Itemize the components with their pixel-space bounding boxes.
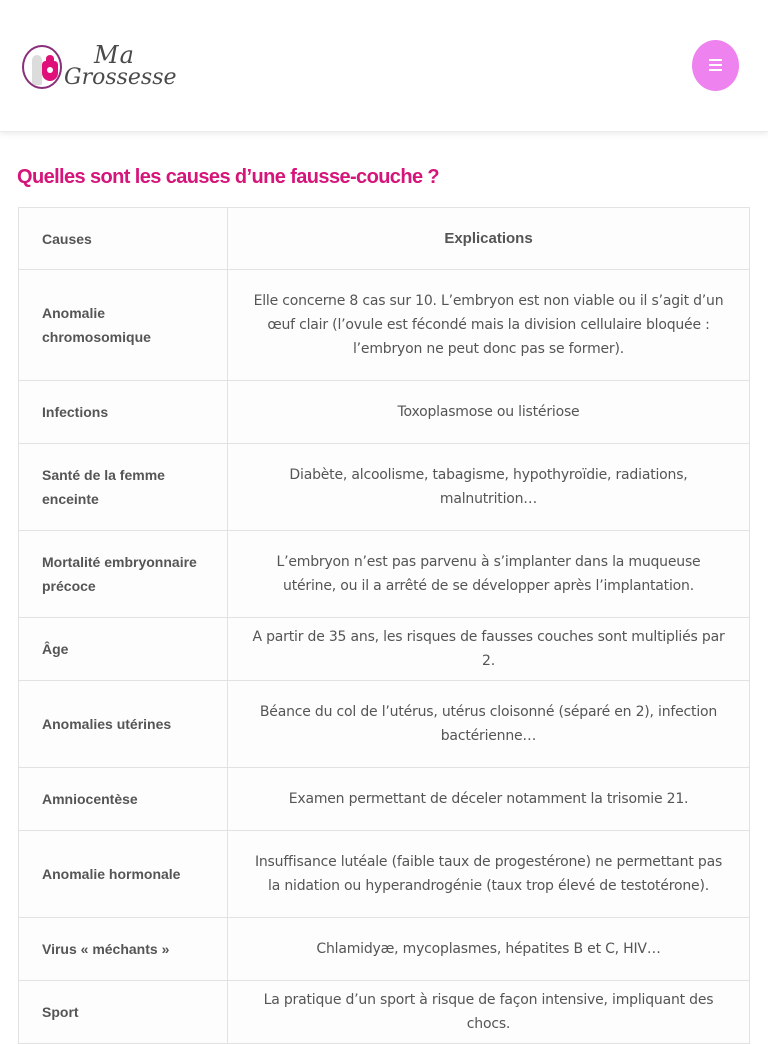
table-row [19,270,750,381]
table-row [19,531,750,618]
column-header-causes: Causes [19,208,228,270]
cause-cell: Anomalies utérines [19,681,228,768]
cause-cell: Sport [19,981,228,1044]
cause-cell: Santé de la femme enceinte [19,444,228,531]
cause-cell: Mortalité embryonnaire précoce [19,531,228,618]
cause-cell: Âge [19,618,228,681]
explication-cell: Insuffisance lutéale (faible taux de progestérone) ne permettant pas la nidation ou hyperandrogénie (taux trop élevé de testotérone). [228,831,750,918]
explication-cell: Chlamidyæ, mycoplasmes, hépatites B et C, HIV… [228,918,750,981]
hamburger-menu-icon [709,59,722,71]
table-row [19,981,750,1044]
explication-cell: Béance du col de l’utérus, utérus cloisonné (séparé en 2), infection bactérienne… [228,681,750,768]
site-header [0,0,768,132]
causes-table [18,207,750,1044]
table-row [19,381,750,444]
logo-text-grossesse: Grossesse [64,65,177,90]
logo-text-ma: Ma [94,41,135,69]
table-row [19,831,750,918]
cause-cell: Virus « méchants » [19,918,228,981]
explication-cell: Diabète, alcoolisme, tabagisme, hypothyroïdie, radiations, malnutrition… [228,444,750,531]
site-logo[interactable] [22,43,192,95]
explication-cell: A partir de 35 ans, les risques de fausses couches sont multipliés par 2. [228,618,750,681]
table-row [19,618,750,681]
explication-cell: Elle concerne 8 cas sur 10. L’embryon est non viable ou il s’agit d’un œuf clair (l’ovule est fécondé mais la division cellulaire bloquée : l’embryon ne peut donc pas se former). [228,270,750,381]
table-row [19,918,750,981]
cause-cell: Anomalie hormonale [19,831,228,918]
table-header-row [19,208,750,270]
stork-logo-icon [22,45,62,89]
cause-cell: Amniocentèse [19,768,228,831]
column-header-explications: Explications [228,208,750,270]
explication-cell: Toxoplasmose ou listériose [228,381,750,444]
table-row [19,768,750,831]
table-row [19,681,750,768]
cause-cell: Anomalie chromosomique [19,270,228,381]
page-title: Quelles sont les causes d’une fausse-couche ? [17,166,440,188]
table-row [19,444,750,531]
explication-cell: La pratique d’un sport à risque de façon intensive, impliquant des chocs. [228,981,750,1044]
cause-cell: Infections [19,381,228,444]
menu-button[interactable] [692,40,739,91]
explication-cell: L’embryon n’est pas parvenu à s’implanter dans la muqueuse utérine, ou il a arrêté de se développer après l’implantation. [228,531,750,618]
explication-cell: Examen permettant de déceler notamment la trisomie 21. [228,768,750,831]
